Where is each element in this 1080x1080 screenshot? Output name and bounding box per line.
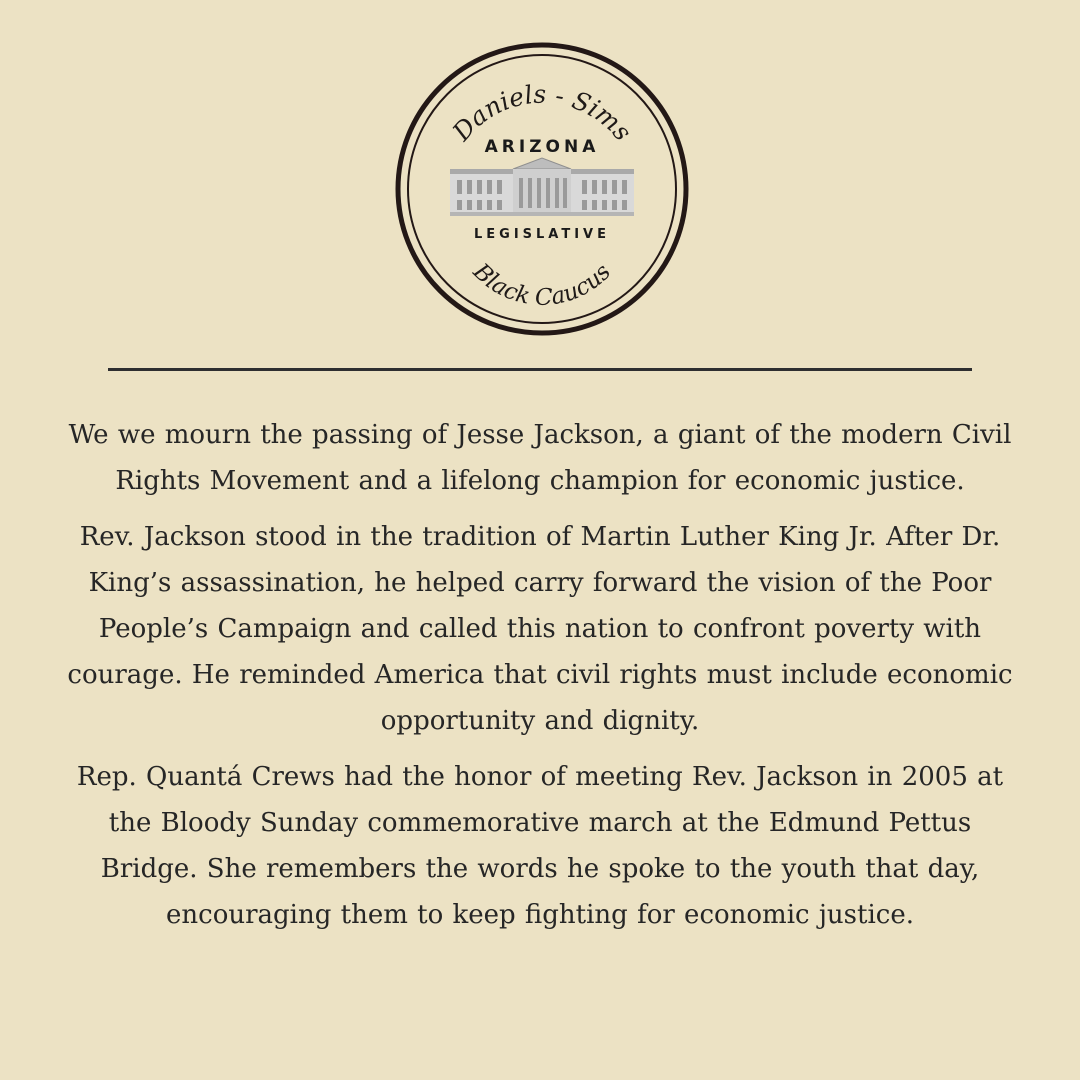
seal-legislative-label: LEGISLATIVE	[473, 227, 611, 242]
seal-bottom-script: Black Caucus	[467, 258, 617, 311]
seal-state-label: ARIZONA	[484, 137, 600, 157]
section-divider	[108, 368, 972, 371]
seal-svg	[395, 42, 689, 336]
statement-paragraph-3: Rep. Quantá Crews had the honor of meeting Rev. Jackson in 2005 at the Bloody Sunday commemorative march at the Edmund Pettus Bridge. She remembers the words he spoke to the youth that day, encouraging them to keep fighting for economic justice.	[76, 762, 1004, 930]
seal-top-script: Daniels - Sims	[446, 79, 638, 147]
statement-body	[60, 412, 1020, 948]
caucus-logo-seal	[395, 42, 689, 336]
statement-paragraph-1: We we mourn the passing of Jesse Jackson, a giant of the modern Civil Rights Movement and a lifelong champion for economic justice.	[68, 420, 1012, 496]
statement-paragraph-2: Rev. Jackson stood in the tradition of Martin Luther King Jr. After Dr. King’s assassination, he helped carry forward the vision of the Poor People’s Campaign and called this nation to confront poverty with courage. He reminded America that civil rights must include economic opportunity and dignity.	[67, 522, 1013, 736]
